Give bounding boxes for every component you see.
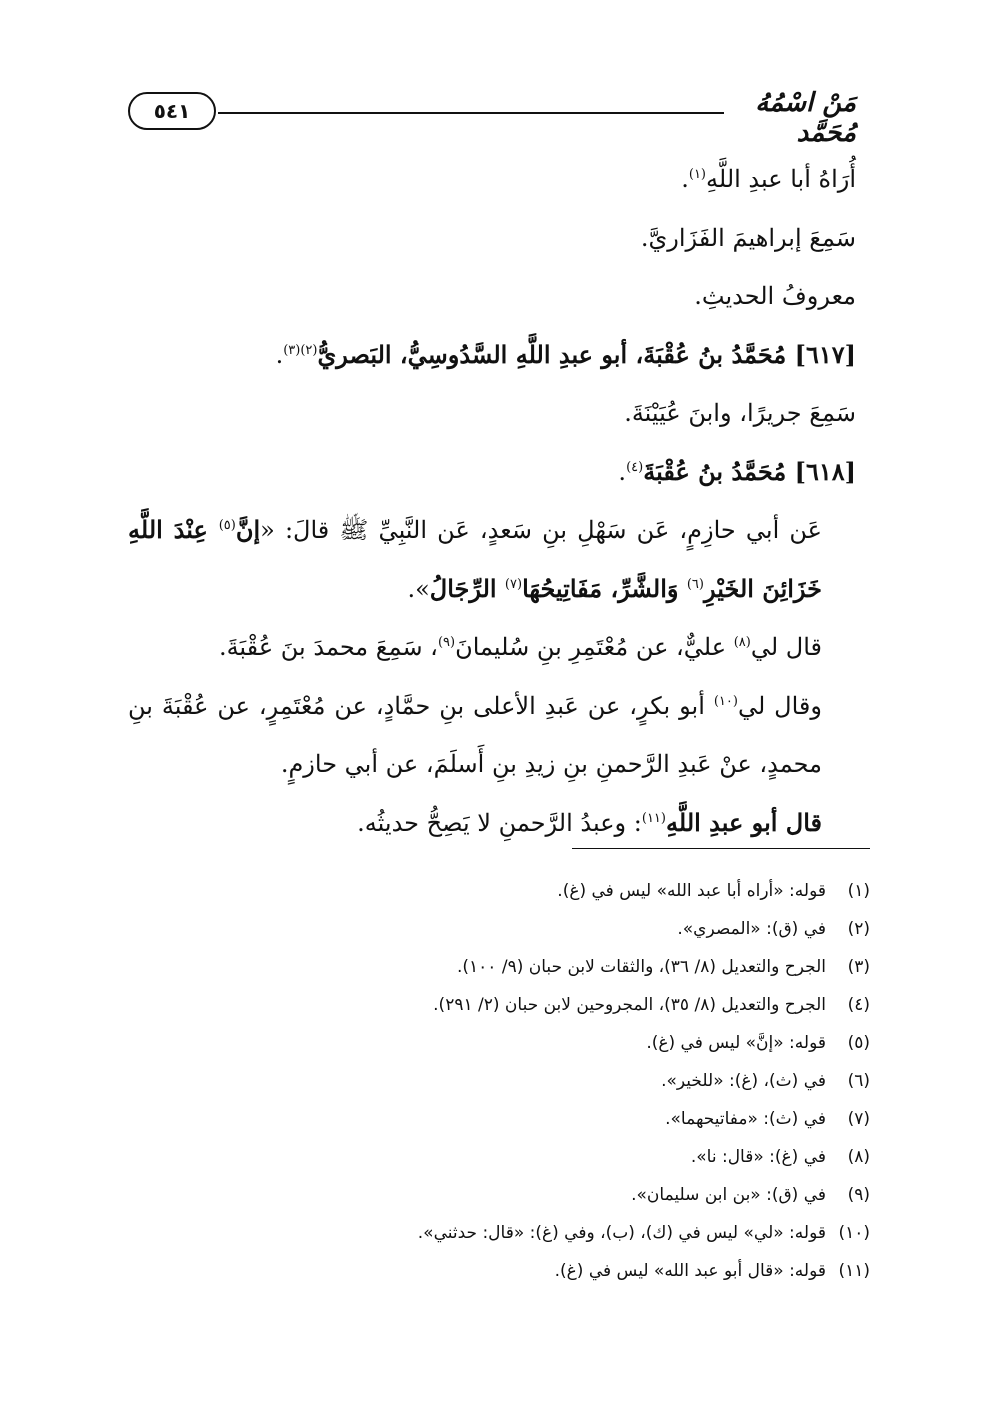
- text-span: .: [618, 457, 627, 486]
- footnote-text: قوله: «أراه أبا عبد الله» ليس في (غ).: [557, 881, 826, 901]
- text-span: أبو بكرٍ، عن عَبدِ الأعلى بنِ حمَّادٍ، عن مُعْتَمِرٍ، عن عُقْبَةَ بنِ محمدٍ، عنْ عَبدِ الرَّحمنِ بنِ زيدِ بنِ أَسلَمَ، عن أبي حازمٍ.: [128, 691, 822, 778]
- footnote-ref: (٥): [218, 518, 236, 533]
- footnote-ref: (٨): [733, 635, 751, 650]
- footnote-text: الجرح والتعديل (٨/ ٣٦)، والثقات لابن حبان (٩/ ١٠٠).: [457, 957, 826, 977]
- hadith-paragraph: [128, 501, 856, 618]
- footnote-text: قوله: «قال أبو عبد الله» ليس في (غ).: [554, 1261, 826, 1281]
- hadith-text: وَالشَّرِّ، مَفَاتِيحُهَا: [522, 573, 687, 603]
- footnote-ref: (١٠): [713, 693, 738, 709]
- footnote-number: (٨): [847, 1147, 870, 1167]
- footnote-item: [260, 1214, 870, 1252]
- author-remark: قال أبو عبدِ اللَّهِ: [666, 807, 822, 837]
- text-paragraph: [128, 677, 856, 794]
- text-line: [128, 150, 856, 209]
- text-span: .: [681, 165, 689, 193]
- text-span: عَن أبي حازِمٍ، عَن سَهْلِ بنِ سَعدٍ، عَن النَّبِيِّ ﷺ قالَ: «: [260, 516, 822, 544]
- footnote-text: في (غ): «قال: نا».: [690, 1147, 826, 1167]
- page-number: ٥٤١: [153, 99, 191, 123]
- footnote-text: قوله: «لي» ليس في (ك)، (ب)، وفي (غ): «قال: حدثني».: [417, 1223, 826, 1243]
- text-span: ، سَمِعَ محمدَ بنَ عُقْبَةَ.: [218, 633, 438, 661]
- footnote-item: [260, 1062, 870, 1100]
- text-line: سَمِعَ إبراهيمَ الفَزَاريَّ.: [640, 223, 856, 252]
- page-header: [128, 88, 856, 148]
- footnote-number: (١): [847, 881, 870, 901]
- text-span: .: [275, 340, 284, 369]
- text-span: قال لي: [750, 633, 822, 661]
- footnote-number: (٣): [847, 957, 870, 977]
- text-paragraph: [128, 618, 856, 677]
- entry-title: [٦١٨] مُحَمَّدُ بنُ عُقْبَةَ: [643, 456, 856, 486]
- footnote-item: [260, 1138, 870, 1176]
- footnote-item: [260, 1176, 870, 1214]
- footnote-number: (٤): [847, 995, 870, 1015]
- footnote-ref: (٦): [686, 576, 704, 592]
- footnote-text: الجرح والتعديل (٨/ ٣٥)، المجروحين لابن حبان (٢/ ٢٩١).: [433, 995, 826, 1015]
- main-text: [128, 150, 856, 852]
- hadith-text: الرِّجَالُ: [429, 573, 505, 603]
- footnote-item: [260, 1252, 870, 1290]
- footnote-text: في (ق): «المصري».: [677, 919, 826, 939]
- footnote-ref: (٢)(٣): [283, 342, 318, 358]
- footnotes: [260, 872, 870, 1290]
- footnote-number: (٥): [847, 1033, 870, 1053]
- running-title: مَنْ اسْمُهُ مُحَمَّد: [755, 88, 856, 148]
- footnote-item: [260, 910, 870, 948]
- footnote-ref: (١): [688, 167, 706, 182]
- footnote-number: (٩): [847, 1185, 870, 1205]
- footnote-number: (٧): [847, 1109, 870, 1129]
- footnote-item: [260, 948, 870, 986]
- footnote-text: في (ق): «بن ابن سليمان».: [631, 1185, 826, 1205]
- footnote-item: [260, 1100, 870, 1138]
- footnote-ref: (٩): [437, 635, 456, 650]
- text-span: عليٌّ، عن مُعْتَمِرِ بنِ سُليمانَ: [455, 633, 734, 661]
- text-line: سَمِعَ جريرًا، وابنَ عُيَيْنَةَ.: [624, 399, 856, 427]
- text-span: : وعبدُ الرَّحمنِ لا يَصِحُّ حديثُه.: [357, 808, 642, 837]
- text-span: وقال لي: [737, 691, 822, 720]
- footnote-ref: (١١): [641, 810, 666, 826]
- footnote-text: في (ث): «مفاتيحهما».: [665, 1109, 826, 1129]
- entry-heading-618: [128, 443, 856, 502]
- header-rule: [218, 112, 724, 114]
- footnote-item: [260, 986, 870, 1024]
- page-number-badge: [128, 92, 216, 130]
- footnote-item: [260, 1024, 870, 1062]
- footnote-text: قوله: «إنَّ» ليس في (غ).: [646, 1033, 826, 1053]
- text-line: معروفُ الحديثِ.: [694, 282, 856, 310]
- text-paragraph: [128, 794, 856, 853]
- text-span: ».: [407, 574, 430, 603]
- footnote-number: (٢): [847, 919, 870, 939]
- hadith-text: عِنْدَ اللَّهِ خَزَائِنَ الخَيْرِ: [128, 515, 822, 603]
- footnote-number: (١١): [838, 1261, 870, 1281]
- footnote-number: (٦): [847, 1071, 870, 1091]
- footnote-text: في (ث)، (غ): «للخير».: [661, 1071, 826, 1091]
- footnote-ref: (٧): [504, 576, 523, 592]
- text-span: أُرَاهُ أبا عبدِ اللَّهِ: [706, 165, 856, 193]
- hadith-text: إنَّ: [235, 515, 261, 544]
- footnote-item: [260, 872, 870, 910]
- footnote-number: (١٠): [838, 1223, 870, 1243]
- entry-heading-617: [128, 326, 856, 385]
- footnote-ref: (٤): [626, 459, 644, 475]
- entry-title: [٦١٧] مُحَمَّدُ بنُ عُقْبَةَ، أبو عبدِ اللَّهِ السَّدُوسِيُّ، البَصريُّ: [317, 339, 856, 369]
- footnote-separator: [572, 848, 870, 849]
